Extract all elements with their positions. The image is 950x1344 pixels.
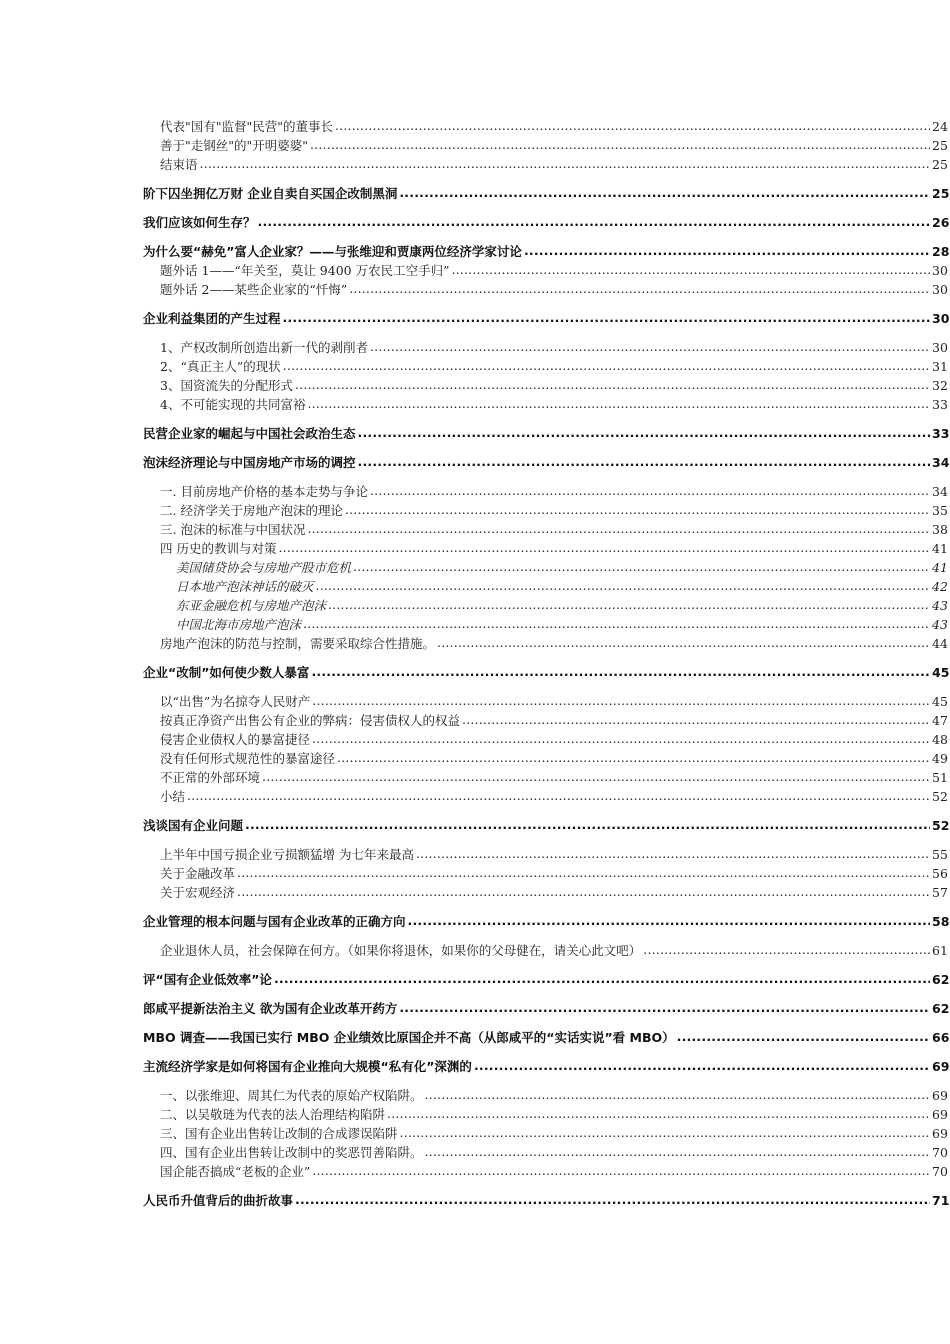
toc-dot-leader <box>345 501 930 519</box>
toc-chapter-entry[interactable] <box>0 454 950 472</box>
toc-page-number: 47 <box>932 713 948 728</box>
toc-entry-title: 郎咸平提新法治主义 欲为国有企业改革开药方 <box>143 1001 398 1016</box>
toc-entry-title: 四、国有企业出售转让改制中的奖恶罚善陷阱。 <box>160 1145 423 1160</box>
toc-chapter-entry[interactable] <box>0 1192 950 1210</box>
toc-dot-leader <box>677 1028 930 1046</box>
toc-dot-leader <box>312 730 930 748</box>
toc-dot-leader <box>237 864 930 882</box>
toc-section-entry[interactable] <box>0 281 950 299</box>
toc-dot-leader <box>335 117 930 135</box>
toc-entry-title: 关于宏观经济 <box>160 885 236 900</box>
toc-section-entry[interactable] <box>0 788 950 806</box>
toc-entry-title: 美国储贷协会与房地产股市危机 <box>176 560 352 575</box>
toc-entry-title: 泡沫经济理论与中国房地产市场的调控 <box>143 455 356 470</box>
toc-page-number: 58 <box>932 914 950 929</box>
toc-entry-title: 题外话 1——“年关至，莫让 9400 万农民工空手归” <box>160 263 450 278</box>
toc-section-entry[interactable] <box>0 137 950 155</box>
toc-page-number: 38 <box>932 522 948 537</box>
toc-page-number: 52 <box>932 818 950 833</box>
toc-page-number: 69 <box>932 1059 950 1074</box>
toc-entry-title: 三、国有企业出售转让改制的合成谬误陷阱 <box>160 1126 398 1141</box>
toc-section-entry[interactable] <box>0 1125 950 1143</box>
toc-entry-title: 我们应该如何生存？ <box>143 215 256 230</box>
toc-chapter-entry[interactable] <box>0 1029 950 1047</box>
toc-dot-leader <box>187 787 930 805</box>
toc-section-entry[interactable] <box>0 731 950 749</box>
toc-entry-title: 评“国有企业低效率”论 <box>143 972 272 987</box>
toc-dot-leader <box>307 520 930 538</box>
toc-dot-leader <box>399 999 930 1017</box>
toc-dot-leader <box>245 816 930 834</box>
toc-chapter-entry[interactable] <box>0 913 950 931</box>
toc-entry-title: 主流经济学家是如何将国有企业推向大规模“私有化”深渊的 <box>143 1059 472 1074</box>
toc-entry-title: MBO 调查——我国已实行 MBO 企业绩效比原国企并不高（从郎咸平的“实话实说”看 MBO） <box>143 1030 675 1045</box>
toc-page-number: 69 <box>932 1088 948 1103</box>
toc-dot-leader <box>237 883 930 901</box>
toc-chapter-entry[interactable] <box>0 817 950 835</box>
toc-dot-leader <box>295 376 930 394</box>
toc-dot-leader <box>451 261 930 279</box>
toc-dot-leader <box>311 663 930 681</box>
toc-entry-title: 善于"走钢丝"的"开明婆婆" <box>160 138 308 153</box>
toc-page-number: 45 <box>932 665 950 680</box>
toc-page-number: 41 <box>932 560 948 575</box>
toc-chapter-entry[interactable] <box>0 664 950 682</box>
toc-section-entry[interactable] <box>0 1163 950 1181</box>
toc-dot-leader <box>462 711 930 729</box>
toc-entry-title: 二、以吴敬琏为代表的法人治理结构陷阱 <box>160 1107 386 1122</box>
toc-section-entry[interactable] <box>0 262 950 280</box>
toc-dot-leader <box>416 845 930 863</box>
toc-dot-leader <box>370 338 930 356</box>
toc-section-entry[interactable] <box>0 521 950 539</box>
toc-page-number: 33 <box>932 397 948 412</box>
toc-page-number: 26 <box>932 215 950 230</box>
toc-dot-leader <box>200 155 930 173</box>
toc-entry-title: 三. 泡沫的标准与中国状况 <box>160 522 306 537</box>
toc-dot-leader <box>310 136 930 154</box>
toc-dot-leader <box>524 242 930 260</box>
toc-section-entry[interactable] <box>0 1106 950 1124</box>
toc-subsection-entry[interactable] <box>0 597 950 615</box>
toc-dot-leader <box>358 453 930 471</box>
toc-page-number: 25 <box>932 157 948 172</box>
toc-dot-leader <box>307 395 930 413</box>
toc-section-entry[interactable] <box>0 118 950 136</box>
toc-section-entry[interactable] <box>0 884 950 902</box>
toc-entry-title: 民营企业家的崛起与中国社会政治生态 <box>143 426 356 441</box>
toc-section-entry[interactable] <box>0 339 950 357</box>
toc-subsection-entry[interactable] <box>0 559 950 577</box>
toc-dot-leader <box>437 634 930 652</box>
toc-entry-title: 浅谈国有企业问题 <box>143 818 244 833</box>
toc-page-number: 31 <box>932 359 948 374</box>
toc-section-entry[interactable] <box>0 156 950 174</box>
toc-entry-title: 不正常的外部环境 <box>160 770 261 785</box>
toc-dot-leader <box>353 558 930 576</box>
toc-entry-title: 关于金融改革 <box>160 866 236 881</box>
toc-section-entry[interactable] <box>0 502 950 520</box>
toc-entry-title: 二. 经济学关于房地产泡沫的理论 <box>160 503 343 518</box>
toc-entry-title: 企业管理的根本问题与国有企业改革的正确方向 <box>143 914 406 929</box>
toc-entry-title: 题外话 2——某些企业家的“忏悔” <box>160 282 348 297</box>
toc-chapter-entry[interactable] <box>0 185 950 203</box>
toc-page-number: 62 <box>932 972 950 987</box>
toc-chapter-entry[interactable] <box>0 310 950 328</box>
toc-dot-leader <box>337 749 930 767</box>
toc-page-number: 56 <box>932 866 948 881</box>
toc-page-number: 45 <box>932 694 948 709</box>
toc-page-number: 25 <box>932 186 950 201</box>
toc-section-entry[interactable] <box>0 377 950 395</box>
toc-chapter-entry[interactable] <box>0 1058 950 1076</box>
toc-page-number: 49 <box>932 751 948 766</box>
toc-section-entry[interactable] <box>0 865 950 883</box>
toc-dot-leader <box>303 615 930 633</box>
toc-page-number: 24 <box>932 119 948 134</box>
toc-entry-title: 1、产权改制所创造出新一代的剥削者 <box>160 340 368 355</box>
toc-chapter-entry[interactable] <box>0 425 950 443</box>
toc-dot-leader <box>358 424 930 442</box>
toc-entry-title: 以“出售”为名掠夺人民财产 <box>160 694 311 709</box>
toc-dot-leader <box>316 577 930 595</box>
toc-entry-title: 一、以张维迎、周其仁为代表的原始产权陷阱。 <box>160 1088 423 1103</box>
toc-section-entry[interactable] <box>0 693 950 711</box>
toc-section-entry[interactable] <box>0 358 950 376</box>
toc-entry-title: 结束语 <box>160 157 198 172</box>
toc-entry-title: 代表"国有"监督"民营"的董事长 <box>160 119 333 134</box>
toc-dot-leader <box>425 1143 930 1161</box>
toc-entry-title: 3、国资流失的分配形式 <box>160 378 293 393</box>
toc-dot-leader <box>349 280 930 298</box>
toc-dot-leader <box>474 1057 930 1075</box>
toc-dot-leader <box>278 539 930 557</box>
toc-dot-leader <box>328 596 930 614</box>
toc-dot-leader <box>400 1124 930 1142</box>
toc-section-entry[interactable] <box>0 396 950 414</box>
toc-entry-title: 2、“真正主人”的现状 <box>160 359 281 374</box>
toc-entry-title: 东亚金融危机与房地产泡沫 <box>176 598 327 613</box>
toc-dot-leader <box>399 184 930 202</box>
toc-page-number: 48 <box>932 732 948 747</box>
toc-entry-title: 没有任何形式规范性的暴富途径 <box>160 751 336 766</box>
toc-page-number: 52 <box>932 789 948 804</box>
toc-entry-title: 企业“改制”如何使少数人暴富 <box>143 665 310 680</box>
toc-dot-leader <box>283 309 930 327</box>
toc-page-number: 62 <box>932 1001 950 1016</box>
toc-section-entry[interactable] <box>0 635 950 653</box>
toc-page-number: 55 <box>932 847 948 862</box>
toc-page-number: 43 <box>932 598 948 613</box>
toc-section-entry[interactable] <box>0 1087 950 1105</box>
toc-subsection-entry[interactable] <box>0 578 950 596</box>
toc-dot-leader <box>408 912 930 930</box>
toc-entry-title: 阶下囚坐拥亿万财 企业自卖自买国企改制黑洞 <box>143 186 398 201</box>
toc-page-number: 71 <box>932 1193 950 1208</box>
toc-dot-leader <box>370 482 930 500</box>
toc-page-number: 30 <box>932 282 948 297</box>
toc-dot-leader <box>425 1086 930 1104</box>
toc-page-number: 69 <box>932 1126 948 1141</box>
toc-entry-title: 人民币升值背后的曲折故事 <box>143 1193 294 1208</box>
toc-dot-leader <box>295 1191 930 1209</box>
toc-chapter-entry[interactable] <box>0 214 950 232</box>
toc-entry-title: 4、不可能实现的共同富裕 <box>160 397 306 412</box>
toc-page-number: 70 <box>932 1145 948 1160</box>
toc-page-number: 44 <box>932 636 948 651</box>
toc-entry-title: 一. 目前房地产价格的基本走势与争论 <box>160 484 368 499</box>
toc-page-number: 30 <box>932 340 948 355</box>
toc-entry-title: 按真正净资产出售公有企业的弊病：侵害债权人的权益 <box>160 713 461 728</box>
toc-dot-leader <box>387 1105 930 1123</box>
toc-page-number: 57 <box>932 885 948 900</box>
toc-entry-title: 上半年中国亏损企业亏损额猛增 为七年来最高 <box>160 847 414 862</box>
toc-dot-leader <box>274 970 930 988</box>
toc-entry-title: 国企能否搞成“老板的企业” <box>160 1164 311 1179</box>
toc-section-entry[interactable] <box>0 483 950 501</box>
toc-page-number: 33 <box>932 426 950 441</box>
toc-dot-leader <box>262 768 930 786</box>
toc-entry-title: 企业退休人员，社会保障在何方。（如果你将退休，如果你的父母健在，请关心此文吧） <box>160 943 642 958</box>
toc-section-entry[interactable] <box>0 769 950 787</box>
toc-section-entry[interactable] <box>0 1144 950 1162</box>
toc-page-number: 41 <box>932 541 948 556</box>
toc-section-entry[interactable] <box>0 540 950 558</box>
toc-dot-leader <box>643 941 930 959</box>
toc-dot-leader <box>283 357 930 375</box>
toc-section-entry[interactable] <box>0 942 950 960</box>
toc-page-number: 34 <box>932 484 948 499</box>
toc-page-number: 28 <box>932 244 950 259</box>
toc-entry-title: 侵害企业债权人的暴富捷径 <box>160 732 311 747</box>
toc-dot-leader <box>312 692 930 710</box>
toc-dot-leader <box>312 1162 930 1180</box>
toc-entry-title: 日本地产泡沫神话的破灭 <box>176 579 314 594</box>
toc-entry-title: 为什么要“赫免”富人企业家？——与张维迎和贾康两位经济学家讨论 <box>143 244 522 259</box>
toc-page-number: 66 <box>932 1030 950 1045</box>
toc-page-number: 61 <box>932 943 948 958</box>
toc-page-number: 35 <box>932 503 948 518</box>
toc-page-number: 25 <box>932 138 948 153</box>
toc-subsection-entry[interactable] <box>0 616 950 634</box>
toc-chapter-entry[interactable] <box>0 1000 950 1018</box>
toc-page-number: 70 <box>932 1164 948 1179</box>
toc-section-entry[interactable] <box>0 712 950 730</box>
toc-page-number: 30 <box>932 263 948 278</box>
toc-page-number: 34 <box>932 455 950 470</box>
toc-chapter-entry[interactable] <box>0 971 950 989</box>
toc-page-number: 69 <box>932 1107 948 1122</box>
toc-page-number: 51 <box>932 770 948 785</box>
toc-entry-title: 小结 <box>160 789 186 804</box>
toc-page-number: 43 <box>932 617 948 632</box>
toc-entry-title: 中国北海市房地产泡沫 <box>176 617 302 632</box>
toc-dot-leader <box>258 213 930 231</box>
toc-entry-title: 房地产泡沫的防范与控制，需要采取综合性措施。 <box>160 636 436 651</box>
toc-section-entry[interactable] <box>0 750 950 768</box>
toc-section-entry[interactable] <box>0 846 950 864</box>
toc-page-number: 42 <box>932 579 948 594</box>
toc-page-number: 30 <box>932 311 950 326</box>
toc-entry-title: 企业利益集团的产生过程 <box>143 311 281 326</box>
toc-page-number: 32 <box>932 378 948 393</box>
toc-chapter-entry[interactable] <box>0 243 950 261</box>
toc-entry-title: 四 历史的教训与对策 <box>160 541 277 556</box>
